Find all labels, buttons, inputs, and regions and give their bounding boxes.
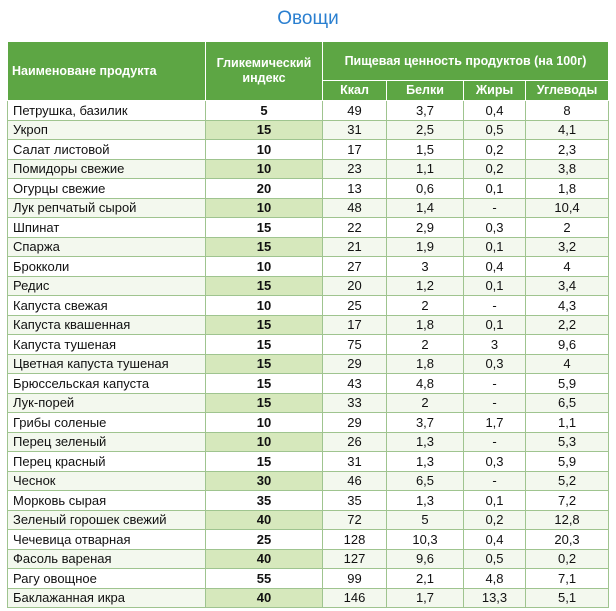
- cell-kcal: 26: [323, 432, 387, 452]
- cell-protein: 2,9: [387, 218, 464, 238]
- cell-kcal: 99: [323, 569, 387, 589]
- cell-carbs: 5,9: [526, 374, 609, 394]
- header-glycemic-index: Гликемический индекс: [206, 42, 323, 101]
- table-row: [8, 471, 609, 491]
- table-row: [8, 374, 609, 394]
- table-body: [8, 101, 609, 608]
- table-row: [8, 510, 609, 530]
- table-row: [8, 120, 609, 140]
- cell-kcal: 127: [323, 549, 387, 569]
- cell-product-name: Грибы соленые: [8, 413, 206, 433]
- table-row: [8, 198, 609, 218]
- table-row: [8, 569, 609, 589]
- cell-fat: -: [464, 296, 526, 316]
- header-fat: Жиры: [464, 81, 526, 101]
- cell-protein: 1,8: [387, 315, 464, 335]
- cell-carbs: 4,1: [526, 120, 609, 140]
- cell-fat: 0,5: [464, 120, 526, 140]
- cell-protein: 3: [387, 257, 464, 277]
- cell-glycemic-index: 10: [206, 296, 323, 316]
- cell-carbs: 3,2: [526, 237, 609, 257]
- cell-protein: 1,7: [387, 588, 464, 608]
- cell-product-name: Чечевица отварная: [8, 530, 206, 550]
- vegetables-table: [7, 41, 609, 608]
- cell-product-name: Брюссельская капуста: [8, 374, 206, 394]
- cell-product-name: Лук-порей: [8, 393, 206, 413]
- table-row: [8, 413, 609, 433]
- cell-glycemic-index: 15: [206, 276, 323, 296]
- cell-fat: -: [464, 393, 526, 413]
- cell-fat: 0,3: [464, 218, 526, 238]
- cell-carbs: 4,3: [526, 296, 609, 316]
- cell-protein: 5: [387, 510, 464, 530]
- cell-carbs: 5,3: [526, 432, 609, 452]
- cell-glycemic-index: 10: [206, 257, 323, 277]
- cell-protein: 1,3: [387, 491, 464, 511]
- cell-fat: 0,3: [464, 354, 526, 374]
- header-product-name: Наименоване продукта: [8, 42, 206, 101]
- table-row: [8, 218, 609, 238]
- header-protein: Белки: [387, 81, 464, 101]
- cell-protein: 0,6: [387, 179, 464, 199]
- table-row: [8, 549, 609, 569]
- table-row: [8, 588, 609, 608]
- cell-glycemic-index: 15: [206, 120, 323, 140]
- cell-protein: 1,2: [387, 276, 464, 296]
- cell-carbs: 5,2: [526, 471, 609, 491]
- table-row: [8, 530, 609, 550]
- cell-product-name: Перец зеленый: [8, 432, 206, 452]
- cell-glycemic-index: 40: [206, 549, 323, 569]
- cell-fat: 0,2: [464, 140, 526, 160]
- cell-kcal: 33: [323, 393, 387, 413]
- header-carbs: Углеводы: [526, 81, 609, 101]
- cell-product-name: Огурцы свежие: [8, 179, 206, 199]
- cell-kcal: 13: [323, 179, 387, 199]
- header-kcal: Ккал: [323, 81, 387, 101]
- cell-kcal: 48: [323, 198, 387, 218]
- cell-carbs: 12,8: [526, 510, 609, 530]
- cell-fat: -: [464, 432, 526, 452]
- cell-carbs: 2: [526, 218, 609, 238]
- cell-kcal: 17: [323, 315, 387, 335]
- cell-protein: 1,4: [387, 198, 464, 218]
- cell-fat: 0,1: [464, 491, 526, 511]
- table-row: [8, 140, 609, 160]
- cell-glycemic-index: 25: [206, 530, 323, 550]
- cell-product-name: Спаржа: [8, 237, 206, 257]
- cell-fat: 0,4: [464, 101, 526, 121]
- cell-product-name: Брокколи: [8, 257, 206, 277]
- cell-glycemic-index: 10: [206, 432, 323, 452]
- cell-glycemic-index: 30: [206, 471, 323, 491]
- cell-protein: 1,1: [387, 159, 464, 179]
- cell-protein: 6,5: [387, 471, 464, 491]
- cell-protein: 1,5: [387, 140, 464, 160]
- cell-protein: 1,8: [387, 354, 464, 374]
- cell-glycemic-index: 15: [206, 354, 323, 374]
- cell-product-name: Шпинат: [8, 218, 206, 238]
- cell-product-name: Капуста тушеная: [8, 335, 206, 355]
- cell-kcal: 75: [323, 335, 387, 355]
- cell-kcal: 25: [323, 296, 387, 316]
- cell-product-name: Чеснок: [8, 471, 206, 491]
- cell-kcal: 31: [323, 452, 387, 472]
- table-row: [8, 432, 609, 452]
- cell-product-name: Капуста свежая: [8, 296, 206, 316]
- cell-protein: 2: [387, 296, 464, 316]
- cell-fat: 4,8: [464, 569, 526, 589]
- cell-kcal: 128: [323, 530, 387, 550]
- cell-carbs: 10,4: [526, 198, 609, 218]
- cell-glycemic-index: 20: [206, 179, 323, 199]
- cell-fat: 0,1: [464, 276, 526, 296]
- table-row: [8, 335, 609, 355]
- cell-protein: 1,3: [387, 432, 464, 452]
- cell-kcal: 27: [323, 257, 387, 277]
- cell-carbs: 0,2: [526, 549, 609, 569]
- cell-fat: -: [464, 374, 526, 394]
- cell-protein: 10,3: [387, 530, 464, 550]
- cell-glycemic-index: 10: [206, 413, 323, 433]
- cell-glycemic-index: 15: [206, 237, 323, 257]
- cell-carbs: 8: [526, 101, 609, 121]
- cell-product-name: Рагу овощное: [8, 569, 206, 589]
- cell-product-name: Фасоль вареная: [8, 549, 206, 569]
- cell-product-name: Укроп: [8, 120, 206, 140]
- cell-carbs: 4: [526, 257, 609, 277]
- cell-carbs: 20,3: [526, 530, 609, 550]
- cell-protein: 2,1: [387, 569, 464, 589]
- cell-glycemic-index: 35: [206, 491, 323, 511]
- cell-glycemic-index: 55: [206, 569, 323, 589]
- cell-product-name: Цветная капуста тушеная: [8, 354, 206, 374]
- cell-product-name: Перец красный: [8, 452, 206, 472]
- cell-carbs: 2,2: [526, 315, 609, 335]
- cell-product-name: Салат листовой: [8, 140, 206, 160]
- cell-product-name: Морковь сырая: [8, 491, 206, 511]
- table-row: [8, 101, 609, 121]
- table-row: [8, 315, 609, 335]
- cell-kcal: 43: [323, 374, 387, 394]
- cell-glycemic-index: 40: [206, 588, 323, 608]
- cell-kcal: 21: [323, 237, 387, 257]
- cell-carbs: 3,8: [526, 159, 609, 179]
- cell-fat: 0,5: [464, 549, 526, 569]
- cell-kcal: 146: [323, 588, 387, 608]
- table-row: [8, 296, 609, 316]
- cell-glycemic-index: 15: [206, 335, 323, 355]
- cell-kcal: 29: [323, 354, 387, 374]
- cell-product-name: Зеленый горошек свежий: [8, 510, 206, 530]
- cell-kcal: 22: [323, 218, 387, 238]
- cell-fat: 0,1: [464, 179, 526, 199]
- cell-carbs: 9,6: [526, 335, 609, 355]
- table-row: [8, 159, 609, 179]
- cell-product-name: Редис: [8, 276, 206, 296]
- cell-protein: 2: [387, 393, 464, 413]
- cell-kcal: 46: [323, 471, 387, 491]
- cell-fat: -: [464, 471, 526, 491]
- cell-fat: 0,1: [464, 237, 526, 257]
- table-row: [8, 179, 609, 199]
- cell-protein: 1,9: [387, 237, 464, 257]
- cell-glycemic-index: 5: [206, 101, 323, 121]
- cell-fat: 0,2: [464, 159, 526, 179]
- cell-protein: 4,8: [387, 374, 464, 394]
- cell-fat: 13,3: [464, 588, 526, 608]
- cell-protein: 3,7: [387, 101, 464, 121]
- cell-glycemic-index: 10: [206, 159, 323, 179]
- cell-carbs: 4: [526, 354, 609, 374]
- header-nutrition-group: Пищевая ценность продуктов (на 100г): [323, 42, 609, 81]
- cell-carbs: 7,1: [526, 569, 609, 589]
- cell-glycemic-index: 15: [206, 218, 323, 238]
- page-title: Овощи: [277, 8, 339, 29]
- cell-protein: 2,5: [387, 120, 464, 140]
- table-row: [8, 491, 609, 511]
- cell-carbs: 5,9: [526, 452, 609, 472]
- cell-fat: 0,3: [464, 452, 526, 472]
- cell-glycemic-index: 15: [206, 452, 323, 472]
- cell-kcal: 29: [323, 413, 387, 433]
- cell-kcal: 35: [323, 491, 387, 511]
- cell-product-name: Баклажанная икра: [8, 588, 206, 608]
- cell-glycemic-index: 40: [206, 510, 323, 530]
- cell-glycemic-index: 15: [206, 393, 323, 413]
- cell-kcal: 31: [323, 120, 387, 140]
- cell-glycemic-index: 10: [206, 140, 323, 160]
- cell-carbs: 2,3: [526, 140, 609, 160]
- table-row: [8, 237, 609, 257]
- cell-glycemic-index: 15: [206, 374, 323, 394]
- cell-fat: 1,7: [464, 413, 526, 433]
- cell-carbs: 1,8: [526, 179, 609, 199]
- cell-fat: 0,4: [464, 530, 526, 550]
- cell-carbs: 5,1: [526, 588, 609, 608]
- table-row: [8, 257, 609, 277]
- cell-carbs: 6,5: [526, 393, 609, 413]
- cell-fat: 3: [464, 335, 526, 355]
- cell-carbs: 1,1: [526, 413, 609, 433]
- cell-protein: 9,6: [387, 549, 464, 569]
- cell-product-name: Петрушка, базилик: [8, 101, 206, 121]
- cell-fat: 0,2: [464, 510, 526, 530]
- cell-fat: 0,4: [464, 257, 526, 277]
- cell-protein: 2: [387, 335, 464, 355]
- table-row: [8, 393, 609, 413]
- cell-protein: 3,7: [387, 413, 464, 433]
- cell-kcal: 17: [323, 140, 387, 160]
- table-row: [8, 452, 609, 472]
- cell-kcal: 23: [323, 159, 387, 179]
- cell-fat: -: [464, 198, 526, 218]
- cell-product-name: Капуста квашенная: [8, 315, 206, 335]
- cell-glycemic-index: 15: [206, 315, 323, 335]
- cell-kcal: 20: [323, 276, 387, 296]
- cell-carbs: 3,4: [526, 276, 609, 296]
- cell-protein: 1,3: [387, 452, 464, 472]
- cell-kcal: 72: [323, 510, 387, 530]
- cell-product-name: Помидоры свежие: [8, 159, 206, 179]
- table-row: [8, 276, 609, 296]
- cell-kcal: 49: [323, 101, 387, 121]
- cell-fat: 0,1: [464, 315, 526, 335]
- cell-carbs: 7,2: [526, 491, 609, 511]
- cell-product-name: Лук репчатый сырой: [8, 198, 206, 218]
- table-row: [8, 354, 609, 374]
- cell-glycemic-index: 10: [206, 198, 323, 218]
